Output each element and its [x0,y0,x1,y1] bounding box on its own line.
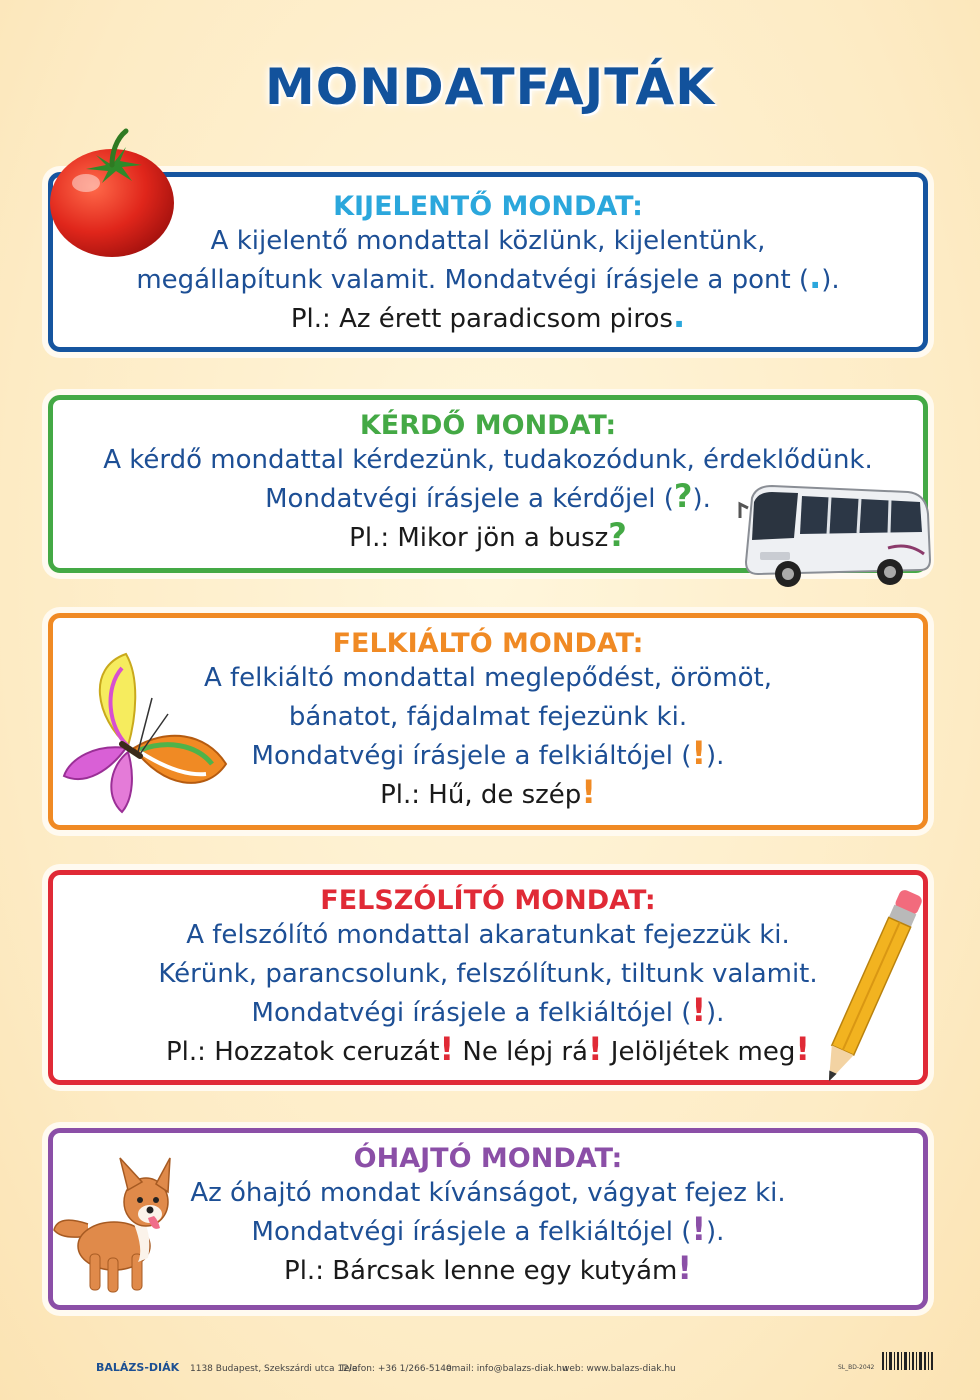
example-text: Ne lépj rá [454,1037,588,1067]
example-text: Pl.: Az érett paradicsom piros [290,304,673,334]
example-text: Pl.: Hű, de szép [380,780,582,810]
card-text-line: A kijelentő mondattal közlünk, kijelentünk, [210,226,766,256]
card-text-line [53,1210,923,1252]
text-part: ). [692,484,711,514]
footer-address: 1138 Budapest, Szekszárdi utca 12/a. [190,1364,361,1374]
example-text: Pl.: Mikor jön a busz [349,523,609,553]
card-imperative [48,870,928,1085]
text-part: megállapítunk valamit. Mondatvégi írásjele a pont ( [136,265,810,295]
card-text-line: A kérdő mondattal kérdezünk, tudakozódunk, érdeklődünk. [103,445,873,475]
card-text-line: Kérünk, parancsolunk, felszólítunk, tiltunk valamit. [158,959,818,989]
example-text: Pl.: Hozzatok ceruzát [166,1037,440,1067]
text-part: Mondatvégi írásjele a felkiáltójel ( [251,1217,692,1247]
card-text-line: Az óhajtó mondat kívánságot, vágyat fejez ki. [190,1178,786,1208]
punctuation-mark: . [672,297,686,335]
text-part: Mondatvégi írásjele a kérdőjel ( [265,484,674,514]
punctuation-mark: ! [677,1249,692,1287]
card-text-line [53,258,923,300]
punctuation-mark: ! [691,1210,707,1248]
card-heading: KIJELENTŐ MONDAT: [333,191,643,222]
footer [96,1360,936,1380]
product-code: SL_BD-2042 [838,1364,875,1371]
punctuation-mark: ? [673,477,693,515]
card-text-line: A felszólító mondattal akaratunkat fejezzük ki. [186,920,790,950]
text-part: ). [706,1217,725,1247]
page-title: MONDATFAJTÁK [265,58,715,116]
footer-phone: Telefon: +36 1/266-5140 [340,1364,452,1374]
brand-logo: BALÁZS-DIÁK [96,1361,180,1374]
footer-email: email: info@balazs-diak.hu [446,1364,568,1374]
bus-icon [738,478,934,590]
punctuation-mark: ! [795,1030,810,1068]
text-part: Mondatvégi írásjele a felkiáltójel ( [251,998,692,1028]
punctuation-mark: ! [439,1030,455,1068]
card-heading: FELKIÁLTÓ MONDAT: [332,628,644,659]
card-text-line: bánatot, fájdalmat fejezünk ki. [288,702,688,732]
text-part: Mondatvégi írásjele a felkiáltójel ( [251,741,692,771]
card-optative [48,1128,928,1310]
card-example [53,1030,923,1072]
text-part: ). [706,998,725,1028]
card-heading: FELSZÓLÍTÓ MONDAT: [320,885,656,916]
pencil-icon [818,876,922,1102]
text-part: ). [821,265,840,295]
card-heading: ÓHAJTÓ MONDAT: [353,1143,623,1174]
card-text-line [53,991,923,1033]
butterfly-icon [56,648,232,818]
dog-icon [48,1154,178,1300]
tomato-icon [46,125,178,260]
card-declarative [48,172,928,352]
footer-web: web: www.balazs-diak.hu [562,1364,676,1374]
punctuation-mark: ! [691,991,707,1029]
example-text: Jelöljétek meg [602,1037,796,1067]
text-part: ). [706,741,725,771]
punctuation-mark: ! [581,773,596,811]
barcode-icon [882,1352,934,1374]
punctuation-mark: ? [608,516,627,554]
card-example [53,297,923,339]
punctuation-mark: ! [587,1030,603,1068]
punctuation-mark: . [809,258,822,296]
card-heading: KÉRDŐ MONDAT: [359,410,617,441]
card-text-line: A felkiáltó mondattal meglepődést, örömöt, [203,663,773,693]
example-text: Pl.: Bárcsak lenne egy kutyám [284,1256,678,1286]
card-example [53,1249,923,1291]
punctuation-mark: ! [691,734,707,772]
